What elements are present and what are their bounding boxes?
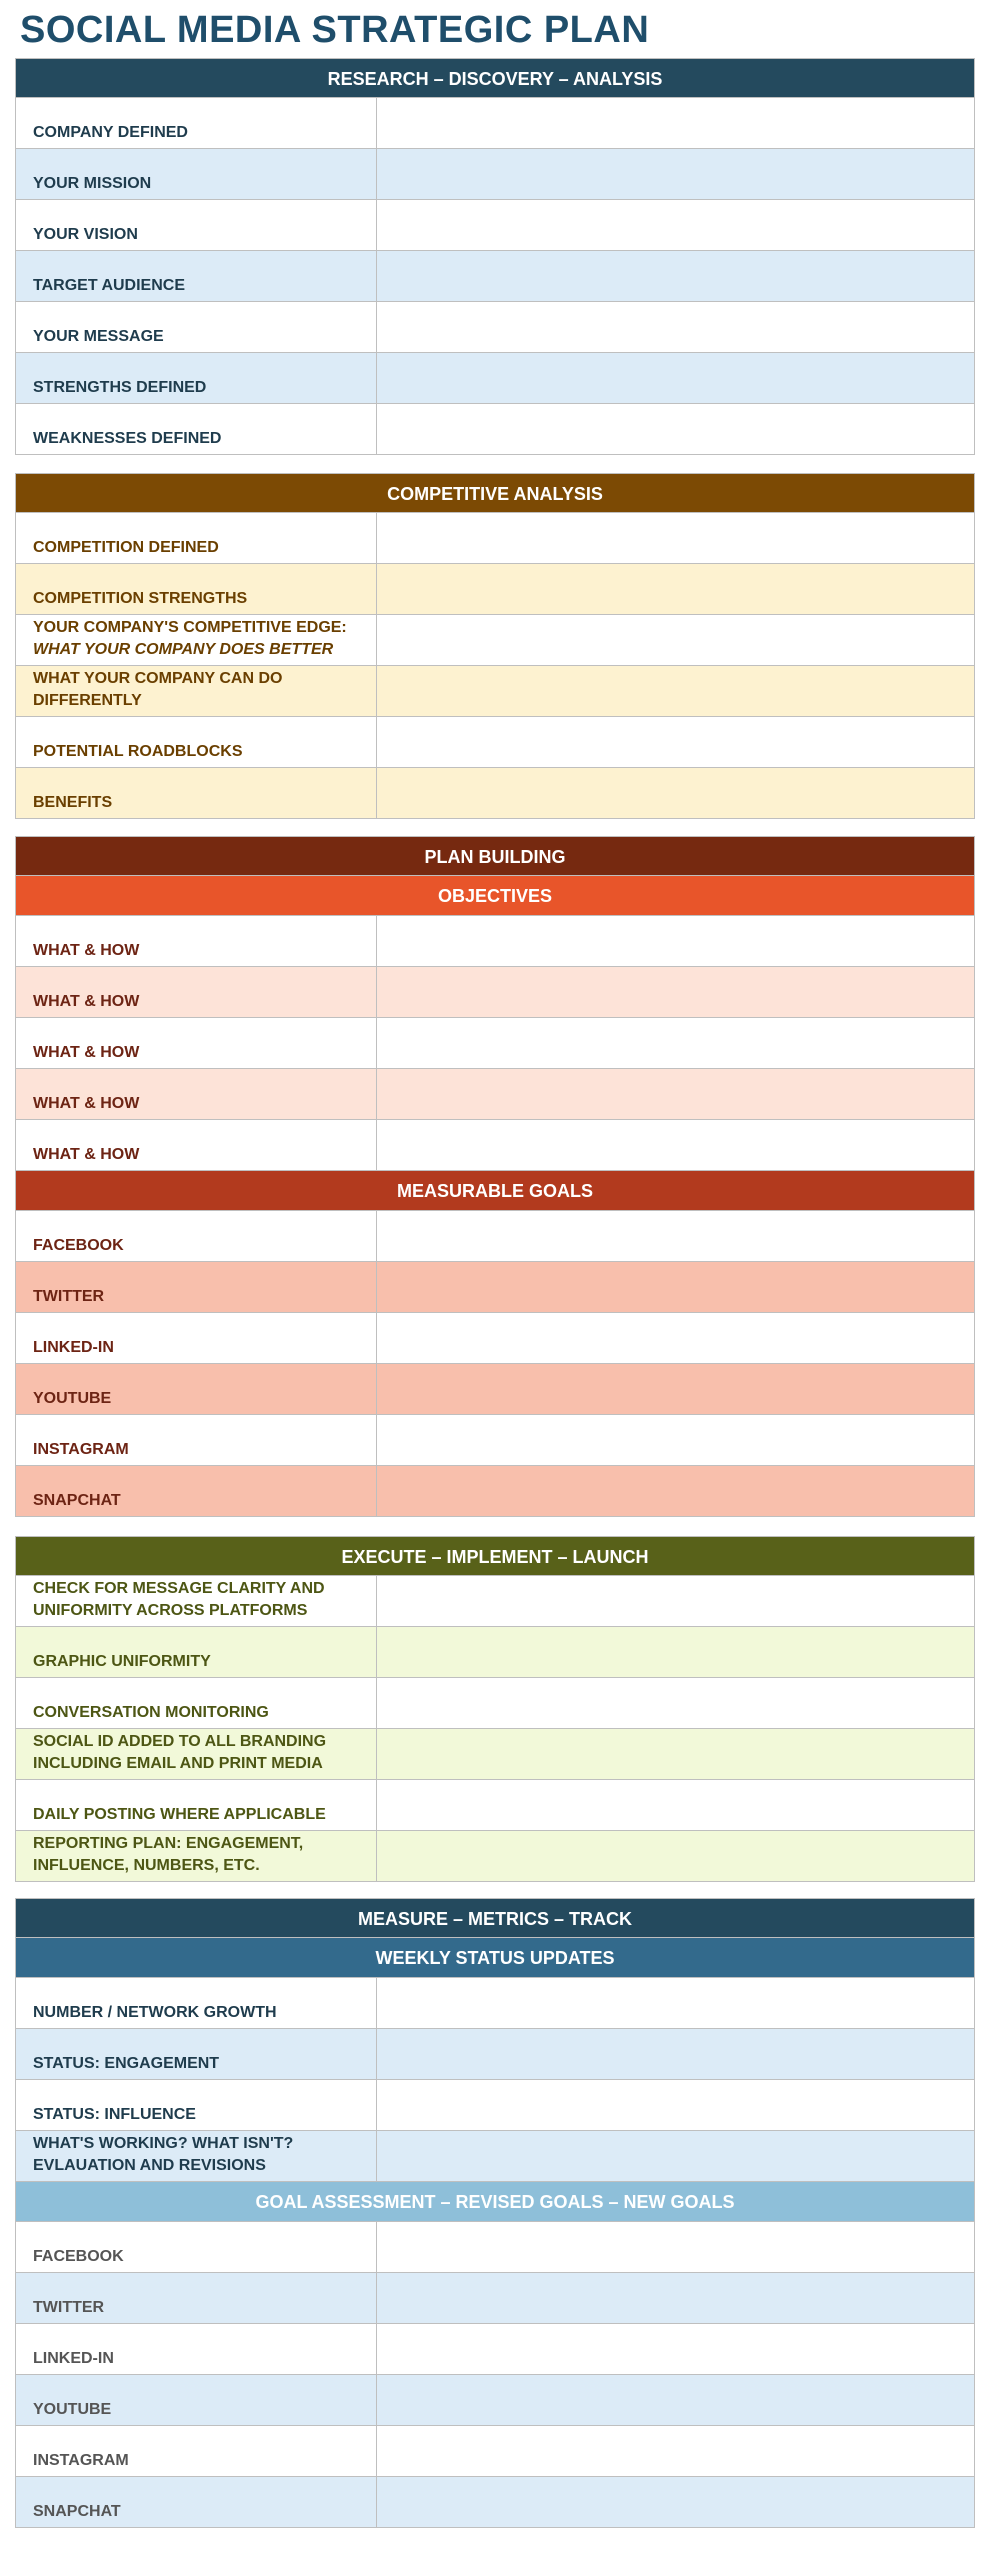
- row-label: [16, 2324, 377, 2374]
- row-label-text: YOUR COMPANY'S COMPETITIVE EDGE:: [33, 619, 347, 636]
- table-row: [15, 1262, 975, 1313]
- table-row: [15, 768, 975, 819]
- row-label: [16, 1729, 377, 1779]
- row-value-cell[interactable]: [377, 2375, 974, 2425]
- row-label: [16, 1364, 377, 1414]
- row-label-text: COMPETITION STRENGTHS: [33, 590, 248, 607]
- row-label: [16, 1978, 377, 2028]
- row-label: [16, 251, 377, 301]
- row-label-text: STRENGTHS DEFINED: [33, 379, 207, 396]
- row-label: [16, 2029, 377, 2079]
- row-value-cell[interactable]: [377, 717, 974, 767]
- row-label-text: CONVERSATION MONITORING: [33, 1704, 269, 1721]
- row-label-text: TWITTER: [33, 1288, 105, 1305]
- row-label: [16, 2426, 377, 2476]
- table-row: [15, 404, 975, 455]
- row-label: [16, 2131, 377, 2181]
- row-label: [16, 2477, 377, 2527]
- row-label-text: FACEBOOK: [33, 2248, 124, 2265]
- row-label-text: WHAT'S WORKING? WHAT ISN'T? EVLAUATION AND REVISIONS: [33, 2135, 294, 2174]
- table-row: [15, 149, 975, 200]
- row-value-cell[interactable]: [377, 1313, 974, 1363]
- row-label: [16, 967, 377, 1017]
- table-row: [15, 1729, 975, 1780]
- row-label-text: SNAPCHAT: [33, 1492, 121, 1509]
- section-table: [15, 1898, 975, 2528]
- row-value-cell[interactable]: [377, 768, 974, 818]
- row-label-text: COMPANY DEFINED: [33, 124, 188, 141]
- row-label: [16, 2080, 377, 2130]
- row-label: [16, 916, 377, 966]
- row-label-text: LINKED-IN: [33, 1339, 114, 1356]
- row-value-cell[interactable]: [377, 1780, 974, 1830]
- row-label-subtext: WHAT YOUR COMPANY DOES BETTER: [33, 641, 334, 658]
- row-label: [16, 1018, 377, 1068]
- table-row: [15, 98, 975, 149]
- row-label: [16, 1313, 377, 1363]
- row-label: [16, 1831, 377, 1881]
- row-label: [16, 564, 377, 614]
- table-row: [15, 615, 975, 666]
- table-row: [15, 2477, 975, 2528]
- section-table: [15, 58, 975, 455]
- section-header: EXECUTE – IMPLEMENT – LAUNCH: [15, 1536, 975, 1576]
- row-label-text: YOUR MISSION: [33, 175, 152, 192]
- row-label-text: INSTAGRAM: [33, 1441, 129, 1458]
- row-label-text: SNAPCHAT: [33, 2503, 121, 2520]
- table-row: [15, 2080, 975, 2131]
- row-label-text: TWITTER: [33, 2299, 105, 2316]
- table-row: [15, 1018, 975, 1069]
- row-label-text: NUMBER / NETWORK GROWTH: [33, 2004, 277, 2021]
- row-label-text: GRAPHIC UNIFORMITY: [33, 1653, 211, 1670]
- row-label: [16, 1415, 377, 1465]
- row-value-cell[interactable]: [377, 1262, 974, 1312]
- row-label-text: WHAT & HOW: [33, 1044, 140, 1061]
- row-value-cell[interactable]: [377, 1978, 974, 2028]
- row-label-text: STATUS: INFLUENCE: [33, 2106, 196, 2123]
- row-label-text: WHAT & HOW: [33, 993, 140, 1010]
- row-value-cell[interactable]: [377, 1364, 974, 1414]
- row-label: [16, 404, 377, 454]
- table-row: [15, 1364, 975, 1415]
- table-row: [15, 2273, 975, 2324]
- row-label: [16, 513, 377, 563]
- section-header: PLAN BUILDING: [15, 836, 975, 876]
- row-label: [16, 666, 377, 716]
- row-label-text: WEAKNESSES DEFINED: [33, 430, 222, 447]
- row-label-text: DAILY POSTING WHERE APPLICABLE: [33, 1806, 326, 1823]
- row-value-cell[interactable]: [377, 1211, 974, 1261]
- section-header: OBJECTIVES: [15, 876, 975, 916]
- table-row: [15, 1627, 975, 1678]
- page-title: SOCIAL MEDIA STRATEGIC PLAN: [20, 9, 650, 51]
- row-label: [16, 768, 377, 818]
- row-label-text: REPORTING PLAN: ENGAGEMENT, INFLUENCE, NUMBERS, ETC.: [33, 1835, 304, 1874]
- row-label-text: WHAT & HOW: [33, 1095, 140, 1112]
- row-label-text: YOUTUBE: [33, 1390, 112, 1407]
- table-row: [15, 916, 975, 967]
- table-row: [15, 1415, 975, 1466]
- table-row: [15, 353, 975, 404]
- table-row: [15, 2222, 975, 2273]
- section-table: [15, 1536, 975, 1882]
- row-label-text: SOCIAL ID ADDED TO ALL BRANDING INCLUDING EMAIL AND PRINT MEDIA: [33, 1733, 327, 1772]
- row-label-text: WHAT YOUR COMPANY CAN DO DIFFERENTLY: [33, 670, 283, 709]
- row-label-text: YOUR MESSAGE: [33, 328, 164, 345]
- row-label: [16, 717, 377, 767]
- row-label-text: INSTAGRAM: [33, 2452, 129, 2469]
- table-row: [15, 666, 975, 717]
- table-row: [15, 200, 975, 251]
- row-label: [16, 2273, 377, 2323]
- row-label: [16, 353, 377, 403]
- table-row: [15, 1120, 975, 1171]
- row-label: [16, 1211, 377, 1261]
- table-row: [15, 1211, 975, 1262]
- row-value-cell[interactable]: [377, 149, 974, 199]
- table-row: [15, 1466, 975, 1517]
- table-row: [15, 717, 975, 768]
- row-value-cell[interactable]: [377, 1120, 974, 1170]
- row-value-cell[interactable]: [377, 1466, 974, 1516]
- row-label-text: WHAT & HOW: [33, 1146, 140, 1163]
- row-value-cell[interactable]: [377, 353, 974, 403]
- row-value-cell[interactable]: [377, 2029, 974, 2079]
- row-label-text: FACEBOOK: [33, 1237, 124, 1254]
- row-value-cell[interactable]: [377, 2477, 974, 2527]
- row-label-text: COMPETITION DEFINED: [33, 539, 219, 556]
- table-row: [15, 1313, 975, 1364]
- row-value-cell[interactable]: [377, 2131, 974, 2181]
- row-label: [16, 1120, 377, 1170]
- table-row: [15, 251, 975, 302]
- row-value-cell[interactable]: [377, 2426, 974, 2476]
- table-row: [15, 2324, 975, 2375]
- table-row: [15, 967, 975, 1018]
- section-header: RESEARCH – DISCOVERY – ANALYSIS: [15, 58, 975, 98]
- row-label: [16, 98, 377, 148]
- table-row: [15, 2029, 975, 2080]
- row-value-cell[interactable]: [377, 1729, 974, 1779]
- row-label-text: TARGET AUDIENCE: [33, 277, 185, 294]
- row-label: [16, 1678, 377, 1728]
- section-header: MEASURABLE GOALS: [15, 1171, 975, 1211]
- table-row: [15, 1978, 975, 2029]
- table-row: [15, 1069, 975, 1120]
- row-value-cell[interactable]: [377, 564, 974, 614]
- row-label-text: YOUR VISION: [33, 226, 138, 243]
- table-row: [15, 1831, 975, 1882]
- row-label: [16, 149, 377, 199]
- row-value-cell[interactable]: [377, 98, 974, 148]
- row-label: [16, 615, 377, 665]
- row-value-cell[interactable]: [377, 2273, 974, 2323]
- section-header: GOAL ASSESSMENT – REVISED GOALS – NEW GOALS: [15, 2182, 975, 2222]
- row-label: [16, 1069, 377, 1119]
- row-value-cell[interactable]: [377, 2222, 974, 2272]
- row-value-cell[interactable]: [377, 251, 974, 301]
- row-value-cell[interactable]: [377, 615, 974, 665]
- row-value-cell[interactable]: [377, 666, 974, 716]
- table-row: [15, 2131, 975, 2182]
- row-label: [16, 1780, 377, 1830]
- row-value-cell[interactable]: [377, 916, 974, 966]
- row-value-cell[interactable]: [377, 1018, 974, 1068]
- row-value-cell[interactable]: [377, 513, 974, 563]
- row-value-cell[interactable]: [377, 404, 974, 454]
- row-label: [16, 1627, 377, 1677]
- row-label: [16, 1576, 377, 1626]
- row-label: [16, 2222, 377, 2272]
- row-label-text: WHAT & HOW: [33, 942, 140, 959]
- table-row: [15, 564, 975, 615]
- row-label: [16, 302, 377, 352]
- table-row: [15, 302, 975, 353]
- row-value-cell[interactable]: [377, 1415, 974, 1465]
- row-value-cell[interactable]: [377, 2324, 974, 2374]
- row-label-text: YOUTUBE: [33, 2401, 112, 2418]
- section-table: [15, 836, 975, 1517]
- table-row: [15, 513, 975, 564]
- row-label-text: POTENTIAL ROADBLOCKS: [33, 743, 243, 760]
- table-row: [15, 2375, 975, 2426]
- row-label: [16, 1262, 377, 1312]
- row-label-text: CHECK FOR MESSAGE CLARITY AND UNIFORMITY ACROSS PLATFORMS: [33, 1580, 325, 1619]
- row-value-cell[interactable]: [377, 967, 974, 1017]
- section-header: MEASURE – METRICS – TRACK: [15, 1898, 975, 1938]
- table-row: [15, 1678, 975, 1729]
- row-value-cell[interactable]: [377, 1831, 974, 1881]
- row-value-cell[interactable]: [377, 1627, 974, 1677]
- table-row: [15, 1780, 975, 1831]
- row-label: [16, 2375, 377, 2425]
- section-header: COMPETITIVE ANALYSIS: [15, 473, 975, 513]
- row-value-cell[interactable]: [377, 302, 974, 352]
- section-table: [15, 473, 975, 819]
- row-value-cell[interactable]: [377, 200, 974, 250]
- row-label-text: LINKED-IN: [33, 2350, 114, 2367]
- table-row: [15, 1576, 975, 1627]
- row-value-cell[interactable]: [377, 1678, 974, 1728]
- section-header: WEEKLY STATUS UPDATES: [15, 1938, 975, 1978]
- row-value-cell[interactable]: [377, 1069, 974, 1119]
- row-label: [16, 200, 377, 250]
- table-row: [15, 2426, 975, 2477]
- row-label: [16, 1466, 377, 1516]
- row-label-text: STATUS: ENGAGEMENT: [33, 2055, 220, 2072]
- row-label-text: BENEFITS: [33, 794, 113, 811]
- row-value-cell[interactable]: [377, 2080, 974, 2130]
- row-value-cell[interactable]: [377, 1576, 974, 1626]
